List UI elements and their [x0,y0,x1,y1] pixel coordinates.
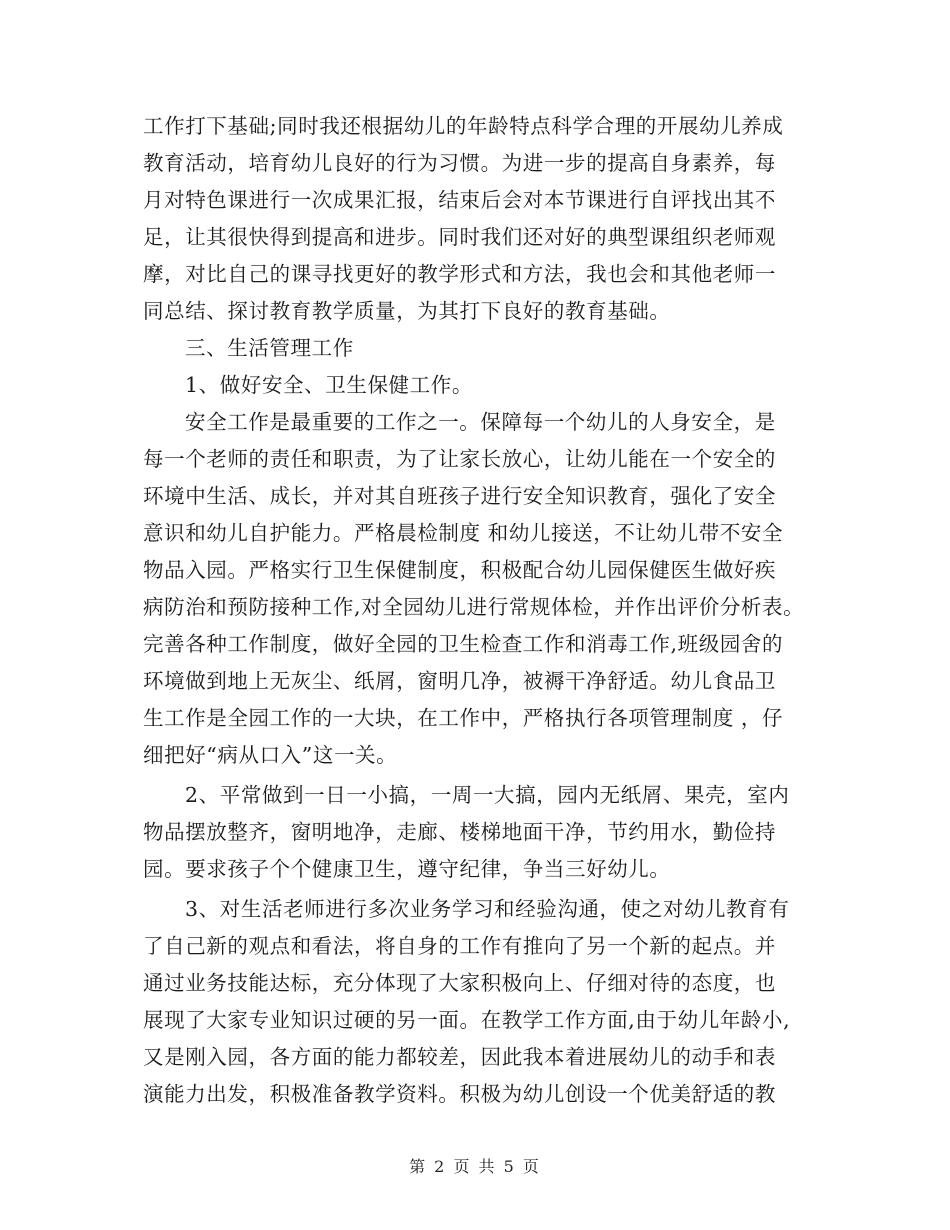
text-line: 通过业务技能达标，充分体现了大家积极向上、仔细对待的态度，也 [143,971,776,995]
text-line: 意识和幼儿自护能力。严格晨检制度 和幼儿接送，不让幼儿带不安全 [143,521,784,545]
text-line: 生工作是全园工作的一大块，在工作中，严格执行各项管理制度 ，仔 [143,706,784,730]
page-number-footer: 第 2 页 共 5 页 [409,1157,541,1176]
text-line: 物品入园。严格实行卫生保健制度，积极配合幼儿园保健医生做好疾 [143,558,776,582]
text-line: 完善各种工作制度，做好全园的卫生检查工作和消毒工作,班级园舍的 [143,632,784,656]
text-line: 3、对生活老师进行多次业务学习和经验沟通，使之对幼儿教育有 [185,897,790,921]
text-line: 月对特色课进行一次成果汇报，结束后会对本节课进行自评找出其不 [143,188,776,212]
text-line: 细把好“病从口入”这一关。 [143,743,398,767]
text-line: 展现了大家专业知识过硬的另一面。在教学工作方面,由于幼儿年龄小, [143,1008,791,1032]
text-line: 环境做到地上无灰尘、纸屑，窗明几净，被褥干净舒适。幼儿食品卫 [143,669,776,693]
text-line: 每一个老师的责任和职责，为了让家长放心，让幼儿能在一个安全的 [143,447,776,471]
text-line: 工作打下基础;同时我还根据幼儿的年龄特点科学合理的开展幼儿养成 [143,114,784,138]
text-line: 环境中生活、成长，并对其自班孩子进行安全知识教育，强化了安全 [143,484,776,508]
text-line: 了自己新的观点和看法，将自身的工作有推向了另一个新的起点。并 [143,934,776,958]
text-line: 园。要求孩子个个健康卫生，遵守纪律，争当三好幼儿。 [143,857,671,881]
text-line: 足，让其很快得到提高和进步。同时我们还对好的典型课组织老师观 [143,225,776,249]
text-line: 演能力出发，积极准备教学资料。积极为幼儿创设一个优美舒适的教 [143,1082,776,1106]
section-heading: 三、生活管理工作 [185,336,354,360]
text-line: 安全工作是最重要的工作之一。保障每一个幼儿的人身安全，是 [185,410,776,434]
text-line: 病防治和预防接种工作,对全园幼儿进行常规体检，并作出评价分析表。 [143,595,805,619]
text-line: 物品摆放整齐，窗明地净，走廊、楼梯地面干净，节约用水，勤俭持 [143,820,776,844]
text-line: 教育活动，培育幼儿良好的行为习惯。为进一步的提高自身素养，每 [143,151,776,175]
text-line: 2、平常做到一日一小搞，一周一大搞，园内无纸屑、果壳，室内 [185,783,790,807]
text-line: 同总结、探讨教育教学质量，为其打下良好的教育基础。 [143,299,671,323]
body-text [143,108,807,1113]
text-line: 又是刚入园，各方面的能力都较差，因此我本着进展幼儿的动手和表 [143,1045,776,1069]
subsection-heading: 1、做好安全、卫生保健工作。 [185,373,473,397]
text-line: 摩，对比自己的课寻找更好的教学形式和方法，我也会和其他老师一 [143,262,776,286]
